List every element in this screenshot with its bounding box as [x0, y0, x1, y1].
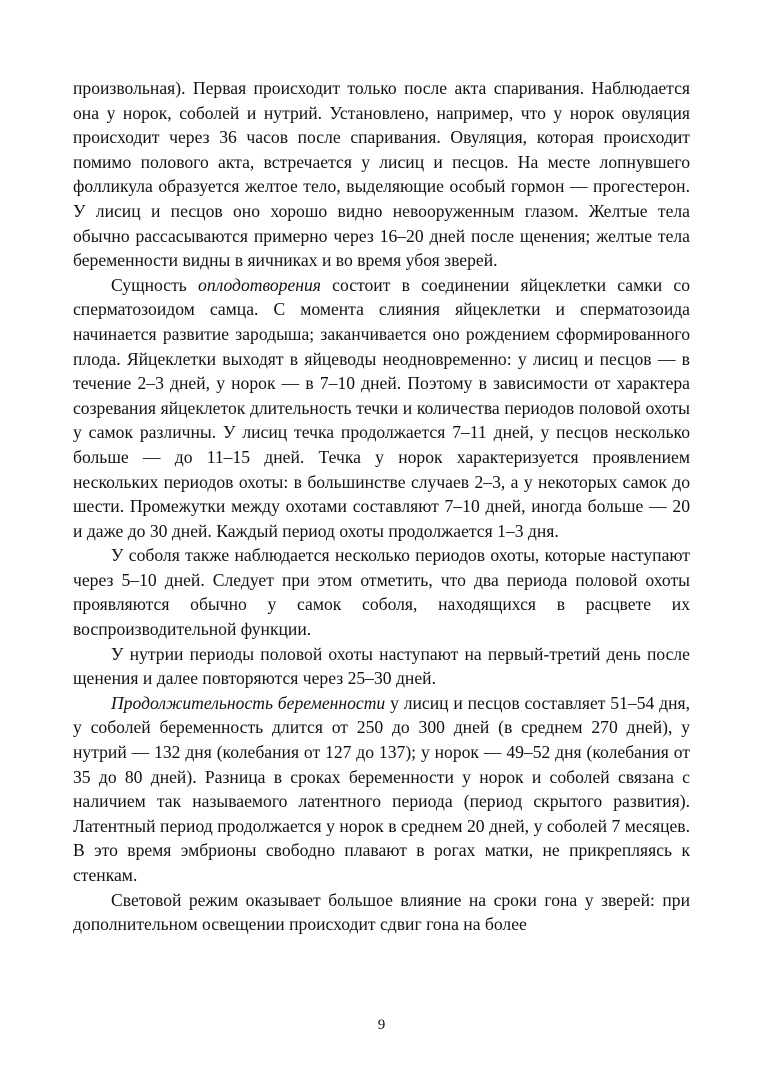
text-run: Сущность: [111, 274, 199, 295]
text-run: состоит в соединении яйцеклетки самки со сперматозоидом самца. С момента слияния яйцеклетки и сперматозоида начинается развитие зародыша; заканчивается оно рождением сформированного плода. Яйцеклетки выходят в яйцеводы неодновременно: у лисиц и песцов — в течение 2–3 дней, у норок — в 7–10 дней. Поэтому в зависимости от характера созревания яйцеклеток длительность течки и количества периодов половой охоты у самок различны. У лисиц течка продолжается 7–11 дней, у песцов несколько больше — до 11–15 дней. Течка у норок характеризуется проявлением нескольких периодов охоты: в большинстве случаев 2–3, а у некоторых самок до шести. Промежутки между охотами составляют 7–10 дней, иногда больше — 20 и даже до 30 дней. Каждый период охоты продолжается 1–3 дня.: [73, 274, 690, 541]
text-run: у лисиц и песцов составляет 51–54 дня, у соболей беременность длится от 250 до 300 дней (в среднем 270 дней), у нутрий — 132 дня (колебания от 127 до 137); у норок — 49–52 дня (колебания от 35 до 80 дней). Разница в сроках беременности у норок и соболей связана с наличием так называемого латентного периода (период скрытого развития). Латентный период продолжается у норок в среднем 20 дней, у соболей 7 месяцев. В это время эмбрионы свободно плавают в рогах матки, не прикрепляясь к стенкам.: [73, 692, 690, 885]
text-run: Световой режим оказывает большое влияние на сроки гона у зверей: при дополнительном освещении происходит сдвиг гона на более: [73, 889, 690, 935]
text-run: произвольная). Первая происходит только после акта спаривания. Наблюдается она у норок, соболей и нутрий. Установлено, например, что у норок овуляция происходит через 36 часов после спаривания. Овуляция, которая происходит помимо полового акта, встречается у лисиц и песцов. На месте лопнувшего фолликула образуется желтое тело, выделяющие особый гормон — прогестерон. У лисиц и песцов оно хорошо видно невооруженным глазом. Желтые тела обычно рассасываются примерно через 16–20 дней после щенения; желтые тела беременности видны в яичниках и во время убоя зверей.: [73, 78, 690, 271]
page-number: 9: [377, 1017, 386, 1033]
paragraph-1: [73, 76, 690, 273]
paragraph-3: [73, 543, 690, 641]
italic-term-fertilization: оплодотворения: [198, 274, 321, 295]
paragraph-4: [73, 642, 690, 691]
text-run: У нутрии периоды половой охоты наступают на первый-третий день после щенения и далее повторяются через 25–30 дней.: [73, 643, 690, 689]
body-text: [73, 76, 690, 937]
text-run: У соболя также наблюдается несколько периодов охоты, которые наступают через 5–10 дней. Следует при этом отметить, что два периода половой охоты проявляются обычно у самок соболя, находящихся в расцвете их воспроизводительной функции.: [73, 545, 690, 640]
paragraph-6: [73, 888, 690, 937]
paragraph-5: [73, 691, 690, 888]
italic-term-pregnancy-duration: Продолжительность беременности: [111, 692, 386, 713]
paragraph-2: [73, 273, 690, 544]
